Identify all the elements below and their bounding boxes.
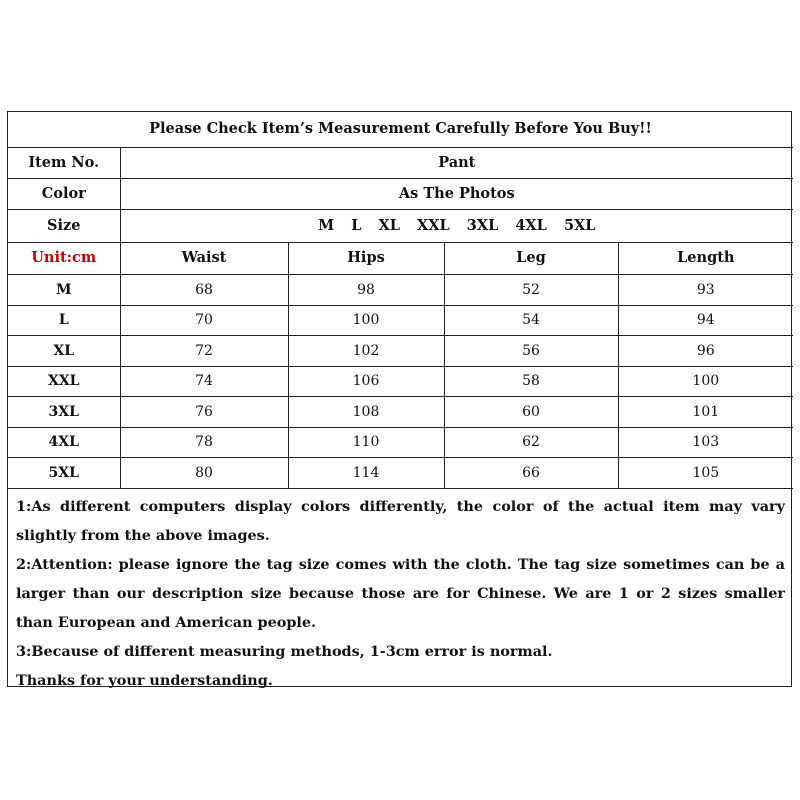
cell-length: 101 [618, 397, 793, 428]
table-row [8, 336, 793, 367]
row-size-label: M [8, 275, 120, 306]
cell-length: 103 [618, 427, 793, 458]
cell-waist: 72 [120, 336, 288, 367]
cell-leg: 56 [444, 336, 618, 367]
note-tag-size: 2:Attention: please ignore the tag size comes with the cloth. The tag size sometimes can be a larger than our description size because those are for Chinese. We are 1 or 2 sizes smaller than European and American people. [16, 555, 785, 631]
item-no-label: Item No. [8, 148, 120, 179]
size-list [120, 210, 793, 243]
table-row [8, 275, 793, 306]
column-header-leg: Leg [444, 243, 618, 275]
notes-section [8, 489, 791, 695]
cell-waist: 70 [120, 305, 288, 336]
unit-label: Unit:cm [8, 243, 120, 275]
cell-hips: 110 [288, 427, 444, 458]
cell-length: 100 [618, 366, 793, 397]
title-row [8, 112, 793, 148]
cell-hips: 100 [288, 305, 444, 336]
color-row [8, 179, 793, 210]
row-size-label: L [8, 305, 120, 336]
size-option: 4XL [515, 216, 547, 234]
cell-leg: 62 [444, 427, 618, 458]
cell-waist: 68 [120, 275, 288, 306]
size-chart-sheet [7, 111, 792, 687]
size-chart-table [8, 112, 793, 489]
row-size-label: 5XL [8, 458, 120, 489]
size-option: L [351, 216, 362, 234]
note-thanks: Thanks for your understanding. [16, 671, 273, 689]
item-no-value: Pant [120, 148, 793, 179]
table-row [8, 366, 793, 397]
cell-length: 93 [618, 275, 793, 306]
cell-hips: 106 [288, 366, 444, 397]
table-row [8, 458, 793, 489]
size-row [8, 210, 793, 243]
row-size-label: 3XL [8, 397, 120, 428]
table-row [8, 305, 793, 336]
cell-leg: 60 [444, 397, 618, 428]
note-color-disclaimer: 1:As different computers display colors differently, the color of the actual item may vary slightly from the above images. [16, 497, 785, 544]
column-header-waist: Waist [120, 243, 288, 275]
cell-waist: 74 [120, 366, 288, 397]
column-header-length: Length [618, 243, 793, 275]
size-label: Size [8, 210, 120, 243]
size-option: XXL [416, 216, 450, 234]
column-header-row [8, 243, 793, 275]
row-size-label: XL [8, 336, 120, 367]
column-header-hips: Hips [288, 243, 444, 275]
cell-length: 94 [618, 305, 793, 336]
color-label: Color [8, 179, 120, 210]
size-option: 3XL [466, 216, 499, 234]
cell-hips: 108 [288, 397, 444, 428]
cell-hips: 102 [288, 336, 444, 367]
color-value: As The Photos [120, 179, 793, 210]
table-row [8, 427, 793, 458]
cell-hips: 98 [288, 275, 444, 306]
cell-leg: 54 [444, 305, 618, 336]
table-row [8, 397, 793, 428]
item-no-row [8, 148, 793, 179]
size-option: 5XL [563, 216, 596, 234]
cell-leg: 58 [444, 366, 618, 397]
cell-waist: 78 [120, 427, 288, 458]
note-measuring-error: 3:Because of different measuring methods, 1-3cm error is normal. [16, 642, 553, 660]
cell-waist: 76 [120, 397, 288, 428]
cell-leg: 66 [444, 458, 618, 489]
cell-hips: 114 [288, 458, 444, 489]
size-option: XL [378, 216, 400, 234]
cell-length: 96 [618, 336, 793, 367]
cell-length: 105 [618, 458, 793, 489]
row-size-label: XXL [8, 366, 120, 397]
cell-waist: 80 [120, 458, 288, 489]
cell-leg: 52 [444, 275, 618, 306]
size-option: M [318, 216, 335, 234]
page-title: Please Check Item’s Measurement Carefully Before You Buy!! [8, 112, 793, 148]
row-size-label: 4XL [8, 427, 120, 458]
